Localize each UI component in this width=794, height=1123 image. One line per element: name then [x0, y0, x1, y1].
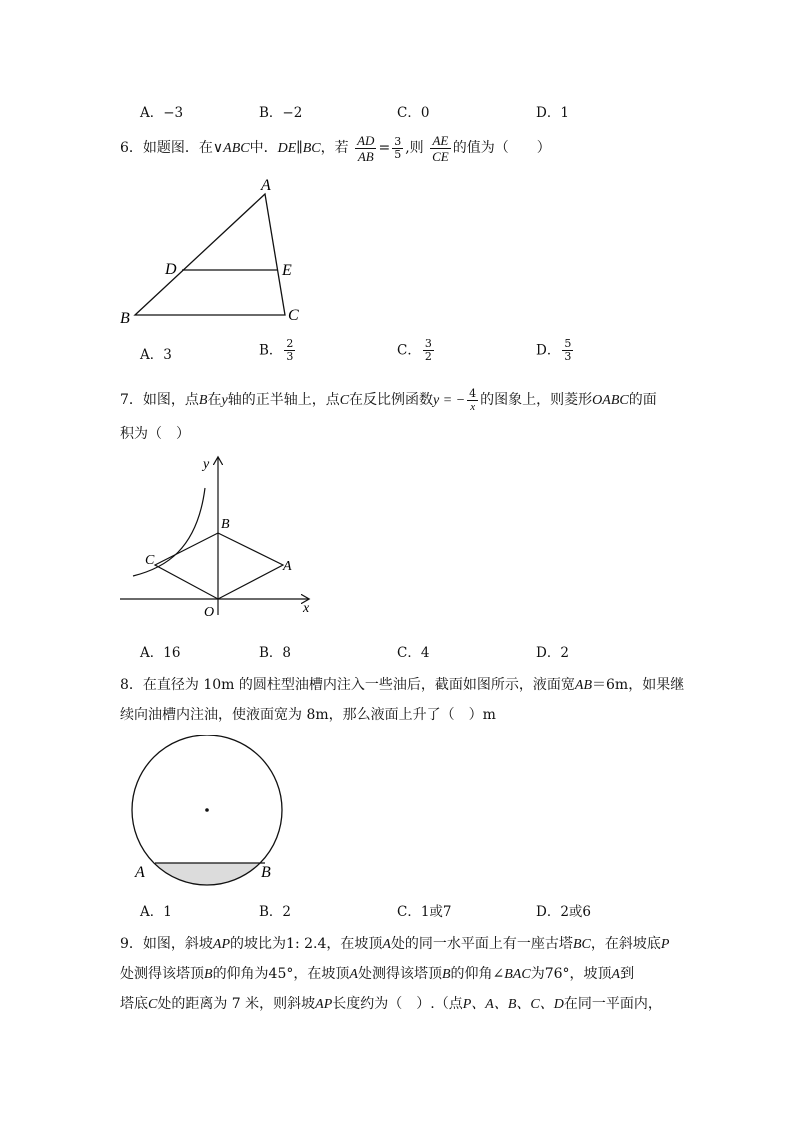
- label-c: C: [145, 553, 155, 568]
- q5-option-d: D．1: [536, 105, 569, 121]
- label-d: D: [165, 261, 177, 278]
- q8-stem-line2: 续向油槽内注油，使液面宽为 8m，那么液面上升了（ ）m: [120, 707, 496, 723]
- q8-option-c: C．1或7: [397, 904, 452, 920]
- q8-option-b: B．2: [259, 904, 292, 920]
- q6-stem: 6．如题图．在∨ABC中．DE∥BC，若 $\frac{AD}{AB}$ = $\frac{3}{5}$ ,则 $\frac{AE}{CE}$ 的值为（ ）: [120, 132, 551, 164]
- q7-fraction-4-x: $\frac{4}{x}$: [469, 386, 477, 413]
- q6-option-a: A．3: [140, 347, 172, 363]
- q7-option-c: C．4: [397, 645, 430, 661]
- q6-option-c: C． $\frac{3}{2}$: [397, 337, 432, 363]
- q5-option-b: B．−2: [259, 105, 303, 121]
- label-c: C: [288, 307, 299, 324]
- label-b: B: [221, 517, 230, 532]
- q8-option-d: D．2或6: [536, 904, 592, 920]
- label-e: E: [282, 262, 292, 279]
- q7-option-d: D．2: [536, 645, 569, 661]
- label-b: B: [261, 864, 271, 881]
- label-a: A: [283, 559, 292, 574]
- label-a: A: [135, 864, 145, 881]
- q6-fraction-ae-ce: $\frac{AE}{CE}$: [432, 132, 449, 164]
- q9-stem-line2: 处测得该塔顶B的仰角为45°，在坡顶A处测得该塔顶B的仰角∠BAC为76°，坡顶A到: [120, 966, 635, 982]
- q7-stem-line2: 积为（ ）: [120, 426, 190, 442]
- q6-fraction-ad-ab: $\frac{AD}{AB}$: [357, 132, 375, 164]
- q7-stem-line1: 7．如图，点B在y轴的正半轴上，点C在反比例函数y = − $\frac{4}{x}$ 的图象上，则菱形OABC的面: [120, 386, 657, 413]
- axis-x-label: x: [303, 601, 310, 616]
- q7-option-b: B．8: [259, 645, 292, 661]
- q8-option-a: A．1: [140, 904, 172, 920]
- q6-fraction-3-5: $\frac{3}{5}$: [394, 134, 402, 161]
- q8-circle-figure: [125, 735, 295, 890]
- axis-y-label: y: [203, 457, 210, 472]
- q5-option-a: A．−3: [140, 105, 184, 121]
- label-o: O: [204, 605, 215, 620]
- label-a: A: [261, 177, 271, 194]
- q8-stem-line1: 8．在直径为 10m 的圆柱型油槽内注入一些油后，截面如图所示，液面宽AB＝6m，如果继: [120, 677, 685, 693]
- q7-rhombus-figure: [115, 452, 325, 624]
- label-b: B: [120, 310, 130, 327]
- q7-option-a: A．16: [140, 645, 181, 661]
- q6-option-b: B． $\frac{2}{3}$: [259, 337, 294, 363]
- q6-triangle-figure: [110, 172, 310, 332]
- q9-stem-line1: 9．如图，斜坡AP的坡比为1: 2.4，在坡顶A处的同一水平面上有一座古塔BC，在斜坡底P: [120, 936, 670, 952]
- q5-option-c: C．0: [397, 105, 430, 121]
- q6-option-d: D． $\frac{5}{3}$: [536, 337, 572, 363]
- q9-stem-line3: 塔底C处的距离为 7 米，则斜坡AP长度约为（ ）.（点P、A、B、C、D在同一平面内，: [120, 996, 662, 1012]
- center-dot: [205, 808, 209, 812]
